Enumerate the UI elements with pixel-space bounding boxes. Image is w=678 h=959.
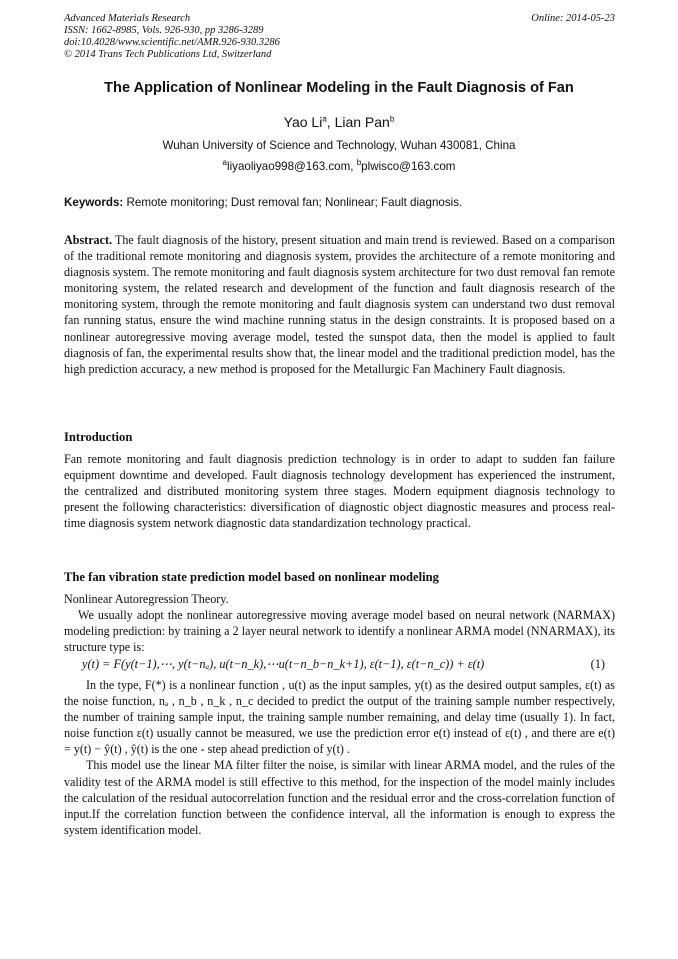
doi-line: doi:10.4028/www.scientific.net/AMR.926-930.3286: [64, 37, 280, 48]
section2-body: [64, 591, 615, 655]
email-line: [40, 160, 638, 173]
journal-name: Advanced Materials Research: [64, 13, 191, 24]
abstract: [64, 232, 615, 377]
section2-paragraph-3: This model use the linear MA filter filter the noise, is similar with linear ARMA model, and the rules of the validity test of the ARMA model is still effective to this method, for the inspection of the model mainly includes the calculation of the residual autocorrelation function and the residual error and the cross-correlation function of input.If the correlation function between the confidence interval, all the information is enough to express the system identification model.: [64, 758, 615, 837]
online-date: Online: 2014-05-23: [531, 13, 615, 24]
section2-paragraph-1: We usually adopt the nonlinear autoregressive moving average model based on neural network (NARMAX) modeling prediction: by training a 2 layer neural network to identify a nonlinear ARMA model (NNARMAX), its structure type is:: [64, 608, 615, 655]
equation-1-number: (1): [590, 657, 605, 671]
email-a-sup: a: [222, 158, 227, 168]
keywords-text: Remote monitoring; Dust removal fan; Nonlinear; Fault diagnosis.: [123, 196, 463, 209]
copyright-line: © 2014 Trans Tech Publications Ltd, Switzerland: [64, 49, 272, 60]
email-b-sup: b: [356, 158, 362, 168]
introduction-text: Fan remote monitoring and fault diagnosis prediction technology is in order to adapt to sudden fan failure equipment downtime and developed. Fault diagnosis technology development has experienced the instrument, the centralized and distributed monitoring system three stages. Modern equipment diagnosis technology to present the following characteristics: diversification of diagnostic object diagnostic measures and process real-time diagnosis system network diagnostic data standardization technology practical.: [64, 452, 615, 531]
keywords: [64, 196, 615, 209]
section2-continued: [64, 677, 615, 838]
author-1: Yao Li: [283, 114, 323, 130]
section2-paragraph-2: In the type, F(*) is a nonlinear function , u(t) as the input samples, y(t) as the desired output samples, ε(t) as the noise function, nₐ , n_b , n_k , n_c decided to predict the output of the training sample number respectively, the number of training sample input, the training sample number remaining, and delay time (usually 1). In fact, noise function ε(t) usually cannot be measured, we use the prediction error e(t) instead of ε(t) , and there are e(t) = y(t) − ŷ(t) , ŷ(t) is the one - step ahead prediction of y(t) .: [64, 678, 615, 757]
author-2: Lian Pan: [334, 114, 390, 130]
keywords-label: Keywords:: [64, 196, 124, 209]
abstract-text: The fault diagnosis of the history, present situation and main trend is reviewed. Based on a comparison of the traditional remote monitoring and diagnosis system, provides the architecture of a remote monitoring and diagnosis system. The remote monitoring and fault diagnosis system architecture for two dust removal fan remote monitoring system, the related research and development of the function and fault diagnosis research of the monitoring system, through the remote monitoring and fault diagnosis system can understand two dust removal fan running status, ensure the wind machine running status in the design constraints. It is proposed based on a nonlinear autoregressive moving average model, tested the sunspot data, then the model is applied to fault diagnosis of fan, the experimental results show that, the linear model and the traditional prediction model, has the high prediction accuracy, a new method is proposed for the Metallurgic Fan Machinery Fault diagnosis.: [64, 233, 615, 376]
author-1-sup: a: [322, 114, 327, 124]
section2-heading: The fan vibration state prediction model based on nonlinear modeling: [64, 570, 439, 584]
abstract-label: Abstract.: [64, 233, 113, 247]
equation-1-body: y(t) = F(y(t−1),⋯, y(t−nₐ), u(t−n_k),⋯u(t−n_b−n_k+1), ε(t−1), ε(t−n_c)) + ε(t): [82, 657, 485, 671]
affiliation: Wuhan University of Science and Technology, Wuhan 430081, China: [162, 139, 516, 152]
introduction-heading: Introduction: [64, 430, 133, 444]
author-line: [40, 114, 638, 130]
email-b: plwisco@163.com: [361, 160, 456, 173]
paper-title: The Application of Nonlinear Modeling in the Fault Diagnosis of Fan: [104, 80, 574, 96]
author-separator: ,: [326, 114, 335, 130]
section2-subheading: Nonlinear Autoregression Theory.: [64, 592, 229, 606]
author-2-sup: b: [389, 114, 395, 124]
email-a: liyaoliyao998@163.com,: [227, 160, 357, 173]
journal-header: [64, 13, 615, 61]
issn-line: ISSN: 1662-8985, Vols. 926-930, pp 3286-3289: [64, 25, 264, 36]
equation-1: [82, 657, 615, 675]
